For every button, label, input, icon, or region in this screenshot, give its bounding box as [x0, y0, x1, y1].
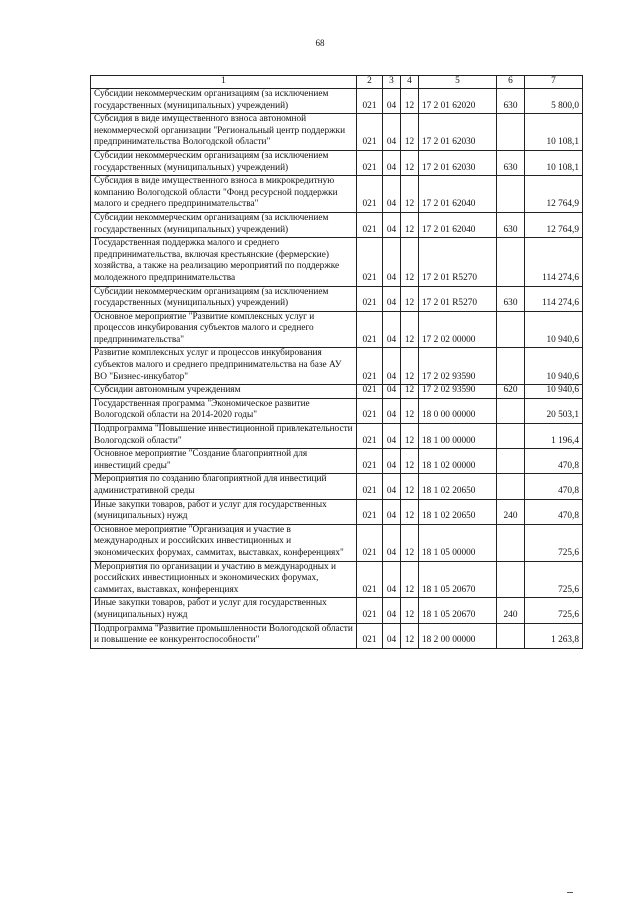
subsection-cell: 12 [401, 348, 419, 385]
admin-code-cell: 021 [357, 474, 383, 499]
row-name-cell: Субсидии некоммерческим организациям (за исключением государственных (муниципальных) учреждений) [91, 89, 357, 114]
row-name-cell: Иные закупки товаров, работ и услуг для государственных (муниципальных) нужд [91, 598, 357, 623]
subsection-cell: 12 [401, 385, 419, 399]
amount-cell: 470,8 [525, 499, 583, 524]
table-row [91, 114, 583, 151]
expense-type-cell [497, 623, 525, 648]
target-article-cell: 17 2 01 62040 [419, 176, 497, 213]
admin-code-cell: 021 [357, 424, 383, 449]
admin-code-cell: 021 [357, 114, 383, 151]
row-name-cell: Основное мероприятие "Создание благоприятной для инвестиций среды" [91, 449, 357, 474]
amount-cell: 5 800,0 [525, 89, 583, 114]
admin-code-cell: 021 [357, 348, 383, 385]
amount-cell: 470,8 [525, 449, 583, 474]
row-name-cell: Подпрограмма "Развитие промышленности Вологодской области и повышение ее конкурентоспособности" [91, 623, 357, 648]
scan-mark [567, 892, 573, 893]
subsection-cell: 12 [401, 524, 419, 561]
row-name-cell: Субсидии некоммерческим организациям (за исключением государственных (муниципальных) учреждений) [91, 286, 357, 311]
expense-type-cell [497, 114, 525, 151]
admin-code-cell: 021 [357, 150, 383, 175]
section-cell: 04 [383, 311, 401, 348]
amount-cell: 470,8 [525, 474, 583, 499]
row-name-cell: Субсидии некоммерческим организациям (за исключением государственных (муниципальных) учреждений) [91, 212, 357, 237]
subsection-cell: 12 [401, 212, 419, 237]
section-cell: 04 [383, 449, 401, 474]
expense-type-cell: 630 [497, 286, 525, 311]
page-number: 68 [315, 38, 325, 48]
target-article-cell: 18 1 02 20650 [419, 474, 497, 499]
table-row [91, 348, 583, 385]
target-article-cell: 17 2 02 93590 [419, 348, 497, 385]
row-name-cell: Субсидия в виде имущественного взноса автономной некоммерческой организации "Региональный центр поддержки предпринимательства Вологодской области" [91, 114, 357, 151]
target-article-cell: 18 2 00 00000 [419, 623, 497, 648]
expense-type-cell [497, 348, 525, 385]
expense-type-cell [497, 449, 525, 474]
section-cell: 04 [383, 238, 401, 286]
header-cell: 2 [357, 76, 383, 89]
amount-cell: 1 263,8 [525, 623, 583, 648]
table-row [91, 499, 583, 524]
admin-code-cell: 021 [357, 524, 383, 561]
amount-cell: 725,6 [525, 561, 583, 598]
expense-type-cell [497, 474, 525, 499]
subsection-cell: 12 [401, 176, 419, 213]
table-row [91, 623, 583, 648]
target-article-cell: 17 2 01 62040 [419, 212, 497, 237]
subsection-cell: 12 [401, 623, 419, 648]
table-row [91, 474, 583, 499]
header-cell: 3 [383, 76, 401, 89]
expense-type-cell [497, 311, 525, 348]
section-cell: 04 [383, 524, 401, 561]
section-cell: 04 [383, 286, 401, 311]
header-cell: 4 [401, 76, 419, 89]
admin-code-cell: 021 [357, 385, 383, 399]
row-name-cell: Субсидии некоммерческим организациям (за исключением государственных (муниципальных) учреждений) [91, 150, 357, 175]
table-row [91, 150, 583, 175]
admin-code-cell: 021 [357, 311, 383, 348]
table-row [91, 89, 583, 114]
amount-cell: 20 503,1 [525, 398, 583, 423]
expense-type-cell: 240 [497, 598, 525, 623]
row-name-cell: Государственная программа "Экономическое развитие Вологодской области на 2014-2020 годы" [91, 398, 357, 423]
target-article-cell: 18 0 00 00000 [419, 398, 497, 423]
subsection-cell: 12 [401, 286, 419, 311]
admin-code-cell: 021 [357, 212, 383, 237]
admin-code-cell: 021 [357, 286, 383, 311]
section-cell: 04 [383, 499, 401, 524]
section-cell: 04 [383, 348, 401, 385]
table-row [91, 176, 583, 213]
amount-cell: 10 940,6 [525, 311, 583, 348]
row-name-cell: Подпрограмма "Повышение инвестиционной привлекательности Вологодской области" [91, 424, 357, 449]
subsection-cell: 12 [401, 114, 419, 151]
target-article-cell: 18 1 02 20650 [419, 499, 497, 524]
amount-cell: 114 274,6 [525, 238, 583, 286]
expense-type-cell [497, 398, 525, 423]
target-article-cell: 17 2 02 00000 [419, 311, 497, 348]
section-cell: 04 [383, 150, 401, 175]
subsection-cell: 12 [401, 311, 419, 348]
row-name-cell: Основное мероприятие "Организация и участие в международных и российских инвестиционных и экономических форумах, саммитах, выставках, конференциях" [91, 524, 357, 561]
subsection-cell: 12 [401, 598, 419, 623]
target-article-cell: 18 1 05 20670 [419, 598, 497, 623]
amount-cell: 114 274,6 [525, 286, 583, 311]
admin-code-cell: 021 [357, 561, 383, 598]
section-cell: 04 [383, 385, 401, 399]
row-name-cell: Развитие комплексных услуг и процессов инкубирования субъектов малого и среднего предпринимательства на базе АУ ВО "Бизнес-инкубатор" [91, 348, 357, 385]
row-name-cell: Основное мероприятие "Развитие комплексных услуг и процессов инкубирования субъектов малого и среднего предпринимательства" [91, 311, 357, 348]
subsection-cell: 12 [401, 474, 419, 499]
target-article-cell: 17 2 01 R5270 [419, 286, 497, 311]
table-row [91, 238, 583, 286]
table-body [91, 89, 583, 649]
amount-cell: 725,6 [525, 598, 583, 623]
expense-type-cell [497, 238, 525, 286]
amount-cell: 1 196,4 [525, 424, 583, 449]
expense-type-cell [497, 176, 525, 213]
row-name-cell: Мероприятия по организации и участию в международных и российских инвестиционных и экономических форумах, саммитах, выставках, конференциях [91, 561, 357, 598]
amount-cell: 10 940,6 [525, 385, 583, 399]
target-article-cell: 17 2 01 62030 [419, 150, 497, 175]
row-name-cell: Мероприятия по созданию благоприятной для инвестиций административной среды [91, 474, 357, 499]
subsection-cell: 12 [401, 561, 419, 598]
expense-type-cell [497, 561, 525, 598]
row-name-cell: Субсидии автономным учреждениям [91, 385, 357, 399]
expense-type-cell: 240 [497, 499, 525, 524]
expense-type-cell: 630 [497, 150, 525, 175]
subsection-cell: 12 [401, 238, 419, 286]
target-article-cell: 18 1 00 00000 [419, 424, 497, 449]
target-article-cell: 17 2 02 93590 [419, 385, 497, 399]
header-row [91, 76, 583, 89]
section-cell: 04 [383, 474, 401, 499]
admin-code-cell: 021 [357, 449, 383, 474]
table-row [91, 398, 583, 423]
table-row [91, 561, 583, 598]
subsection-cell: 12 [401, 89, 419, 114]
section-cell: 04 [383, 623, 401, 648]
budget-table [90, 75, 583, 649]
table-row [91, 424, 583, 449]
amount-cell: 10 108,1 [525, 150, 583, 175]
table-row [91, 286, 583, 311]
target-article-cell: 17 2 01 62030 [419, 114, 497, 151]
header-cell: 1 [91, 76, 357, 89]
admin-code-cell: 021 [357, 623, 383, 648]
expense-type-cell: 630 [497, 89, 525, 114]
amount-cell: 12 764,9 [525, 176, 583, 213]
admin-code-cell: 021 [357, 499, 383, 524]
admin-code-cell: 021 [357, 89, 383, 114]
section-cell: 04 [383, 561, 401, 598]
admin-code-cell: 021 [357, 398, 383, 423]
subsection-cell: 12 [401, 449, 419, 474]
header-cell: 7 [525, 76, 583, 89]
subsection-cell: 12 [401, 150, 419, 175]
admin-code-cell: 021 [357, 238, 383, 286]
expense-type-cell: 630 [497, 212, 525, 237]
subsection-cell: 12 [401, 424, 419, 449]
table-row [91, 385, 583, 399]
section-cell: 04 [383, 176, 401, 213]
expense-type-cell: 620 [497, 385, 525, 399]
table-row [91, 524, 583, 561]
section-cell: 04 [383, 598, 401, 623]
expense-type-cell [497, 524, 525, 561]
header-cell: 6 [497, 76, 525, 89]
target-article-cell: 18 1 05 20670 [419, 561, 497, 598]
row-name-cell: Субсидия в виде имущественного взноса в микрокредитную компанию Вологодской области "Фонд ресурсной поддержки малого и среднего предпринимательства" [91, 176, 357, 213]
table-row [91, 449, 583, 474]
section-cell: 04 [383, 424, 401, 449]
table-row [91, 212, 583, 237]
section-cell: 04 [383, 398, 401, 423]
table-row [91, 311, 583, 348]
target-article-cell: 17 2 01 R5270 [419, 238, 497, 286]
target-article-cell: 18 1 02 00000 [419, 449, 497, 474]
expense-type-cell [497, 424, 525, 449]
target-article-cell: 17 2 01 62020 [419, 89, 497, 114]
row-name-cell: Иные закупки товаров, работ и услуг для государственных (муниципальных) нужд [91, 499, 357, 524]
section-cell: 04 [383, 114, 401, 151]
admin-code-cell: 021 [357, 176, 383, 213]
admin-code-cell: 021 [357, 598, 383, 623]
amount-cell: 10 108,1 [525, 114, 583, 151]
amount-cell: 725,6 [525, 524, 583, 561]
section-cell: 04 [383, 89, 401, 114]
subsection-cell: 12 [401, 499, 419, 524]
subsection-cell: 12 [401, 398, 419, 423]
header-cell: 5 [419, 76, 497, 89]
table-row [91, 598, 583, 623]
section-cell: 04 [383, 212, 401, 237]
row-name-cell: Государственная поддержка малого и среднего предпринимательства, включая крестьянские (фермерские) хозяйства, а также на реализацию мероприятий по поддержке молодежного предпринимательства [91, 238, 357, 286]
target-article-cell: 18 1 05 00000 [419, 524, 497, 561]
amount-cell: 10 940,6 [525, 348, 583, 385]
amount-cell: 12 764,9 [525, 212, 583, 237]
